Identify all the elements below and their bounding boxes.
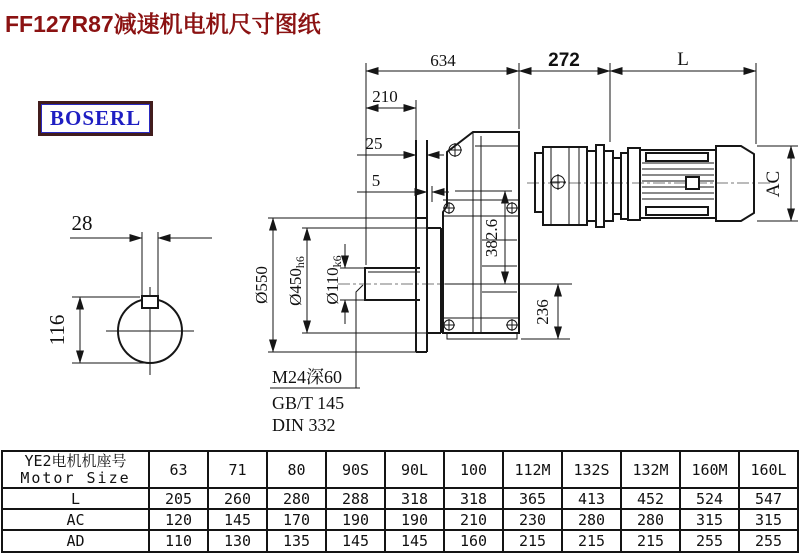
header-cn: YE2电机机座号	[24, 451, 127, 470]
col-header: 80	[267, 451, 326, 488]
col-header: 132M	[621, 451, 680, 488]
motor-terminal	[686, 177, 699, 189]
col-header: 160M	[680, 451, 739, 488]
cell: 215	[562, 530, 621, 552]
cell: 230	[503, 509, 562, 530]
motor-flange	[628, 148, 640, 220]
gearbox-body	[443, 132, 519, 339]
cell: 215	[503, 530, 562, 552]
cell: 315	[739, 509, 798, 530]
boserl-logo-text: BOSERL	[50, 106, 142, 130]
row-label: AD	[2, 530, 149, 552]
cell: 110	[149, 530, 208, 552]
cell: 365	[503, 488, 562, 509]
cell: 190	[385, 509, 444, 530]
col-header: 132S	[562, 451, 621, 488]
col-header: 63	[149, 451, 208, 488]
dim-210-label: 210	[372, 87, 398, 106]
cell: 190	[326, 509, 385, 530]
col-header: 90S	[326, 451, 385, 488]
dim-28-label: 28	[71, 211, 93, 235]
note-m24: M24深60	[272, 367, 343, 387]
cell: 135	[267, 530, 326, 552]
output-shaft-flange	[338, 140, 448, 352]
cell: 255	[680, 530, 739, 552]
motor-fins	[642, 163, 714, 199]
table-row	[2, 488, 798, 509]
col-header: 160L	[739, 451, 798, 488]
dim-450-label: Ø450h6	[286, 256, 307, 306]
table-header-row	[2, 451, 798, 488]
bolt-icon	[550, 174, 566, 190]
dim-236-label: 236	[533, 299, 552, 325]
motor	[628, 146, 754, 221]
motor-core-strip-top	[646, 153, 708, 161]
cell: 215	[621, 530, 680, 552]
col-header: 112M	[503, 451, 562, 488]
motor-core-strip-bottom	[646, 207, 708, 215]
dim-382-label: 382.6	[482, 218, 501, 258]
cell: 547	[739, 488, 798, 509]
keyway	[142, 296, 158, 308]
header-en: Motor Size	[20, 468, 131, 487]
col-header: 71	[208, 451, 267, 488]
cell: 524	[680, 488, 739, 509]
cell: 280	[562, 509, 621, 530]
cell: 318	[385, 488, 444, 509]
cell: 318	[444, 488, 503, 509]
thread-note	[270, 285, 363, 435]
cell: 205	[149, 488, 208, 509]
table-row	[2, 530, 798, 552]
cell: 315	[680, 509, 739, 530]
col-header: 90L	[385, 451, 444, 488]
note-gbt145: GB/T 145	[272, 393, 345, 413]
cell: 413	[562, 488, 621, 509]
cell: 130	[208, 530, 267, 552]
cell: 288	[326, 488, 385, 509]
row-label: AC	[2, 509, 149, 530]
col-header: 100	[444, 451, 503, 488]
diameter-dimensions	[252, 218, 427, 352]
dim-AC-label: AC	[763, 170, 784, 198]
cell: 145	[385, 530, 444, 552]
cell: 280	[621, 509, 680, 530]
dim-110-label: Ø110k6	[323, 255, 344, 305]
cell: 210	[444, 509, 503, 530]
cell: 120	[149, 509, 208, 530]
dim-25-label: 25	[365, 134, 383, 153]
dim-272-label: 272	[548, 50, 580, 71]
cell: 145	[326, 530, 385, 552]
cell: 145	[208, 509, 267, 530]
page-title: FF127R87减速机电机尺寸图纸	[5, 11, 321, 37]
note-din332: DIN 332	[272, 415, 336, 435]
dim-116-label: 116	[45, 314, 69, 346]
dim-634-label: 634	[430, 51, 456, 70]
cell: 255	[739, 530, 798, 552]
cell: 170	[267, 509, 326, 530]
table-row	[2, 509, 798, 530]
row-label: L	[2, 488, 149, 509]
shaft-section-detail	[45, 211, 212, 375]
dim-5-label: 5	[371, 171, 381, 190]
dim-L-label: L	[677, 49, 689, 70]
boserl-logo	[38, 101, 153, 136]
header-motor-size	[2, 451, 149, 488]
cell: 452	[621, 488, 680, 509]
dim-550-label: Ø550	[252, 266, 271, 304]
cell: 160	[444, 530, 503, 552]
cell: 280	[267, 488, 326, 509]
cell: 260	[208, 488, 267, 509]
motor-size-table	[1, 450, 799, 553]
